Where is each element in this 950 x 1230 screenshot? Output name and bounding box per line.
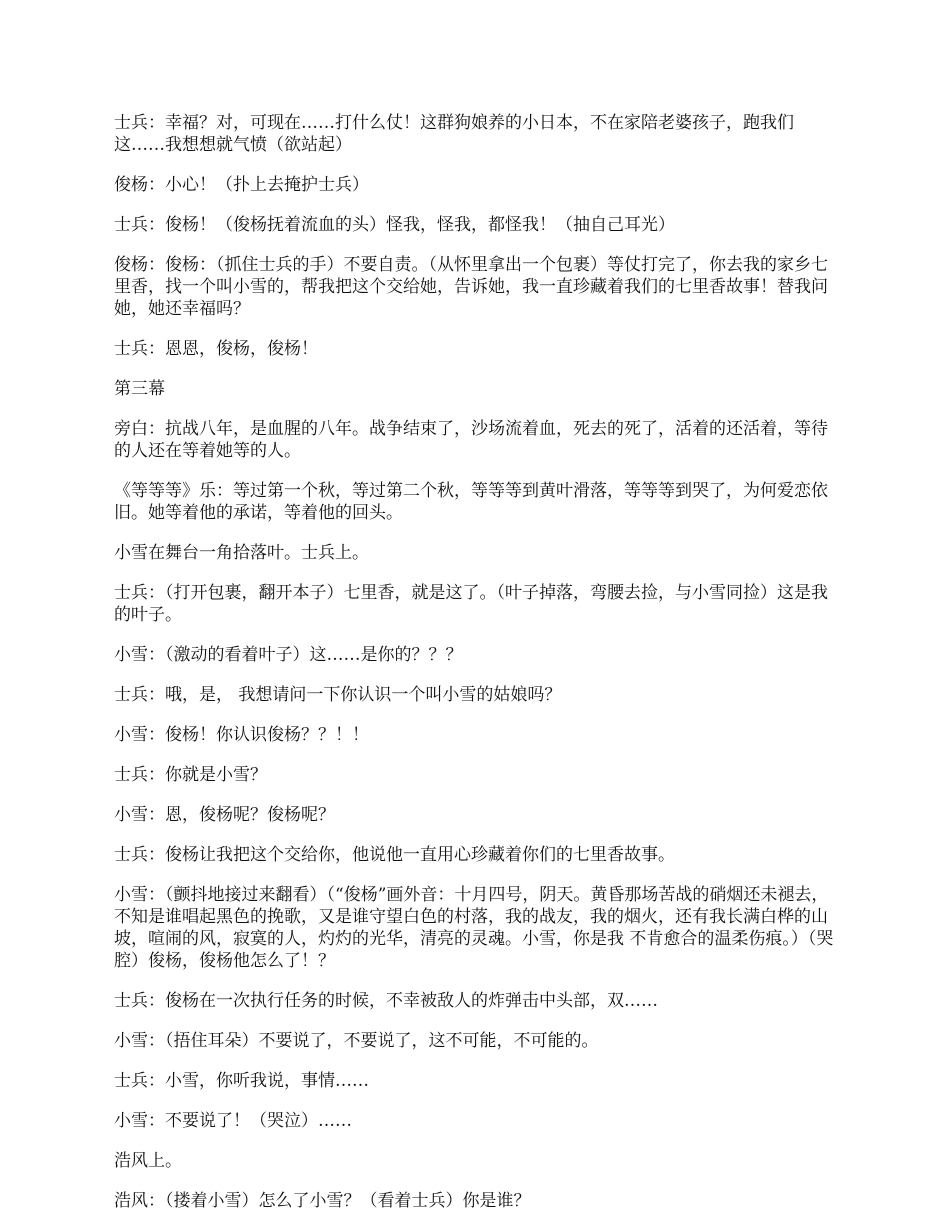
dialogue-paragraph: 小雪：俊杨！你认识俊杨？？！！ bbox=[114, 725, 369, 745]
dialogue-paragraph: 小雪：（激动的看着叶子）这……是你的？？？ bbox=[114, 645, 463, 665]
dialogue-paragraph: 俊杨：俊杨：（抓住士兵的手）不要自责。（从怀里拿出一个包裹）等仗打完了，你去我的家乡七里香，找一个叫小雪的，帮我把这个交给她，告诉她，我一直珍藏着我们的七里香故事！替我问她，她还幸福吗？ bbox=[114, 255, 828, 319]
song-paragraph: 《等等等》乐：等过第一个秋，等过第二个秋，等等等到黄叶滑落，等等等到哭了，为何爱恋依旧。她等着他的承诺，等着他的回头。 bbox=[114, 481, 828, 523]
stage-direction: 小雪在舞台一角拾落叶。士兵上。 bbox=[114, 543, 369, 563]
dialogue-paragraph: 小雪：（捂住耳朵）不要说了，不要说了，这不可能，不可能的。 bbox=[114, 1031, 599, 1051]
dialogue-paragraph: 小雪：不要说了！（哭泣）…… bbox=[114, 1111, 352, 1131]
dialogue-paragraph: 士兵：你就是小雪？ bbox=[114, 765, 267, 785]
narration-paragraph: 旁白：抗战八年，是血腥的八年。战争结束了，沙场流着血，死去的死了，活着的还活着，等待的人还在等着她等的人。 bbox=[114, 419, 828, 461]
dialogue-paragraph: 士兵：（打开包裹，翻开本子）七里香，就是这了。（叶子掉落，弯腰去捡，与小雪同捡）这是我的叶子。 bbox=[114, 583, 828, 625]
dialogue-paragraph: 士兵：俊杨让我把这个交给你，他说他一直用心珍藏着你们的七里香故事。 bbox=[114, 845, 675, 865]
script-text bbox=[114, 112, 838, 1230]
dialogue-paragraph: 小雪：恩，俊杨呢？俊杨呢？ bbox=[114, 805, 335, 825]
dialogue-paragraph: 士兵：俊杨在一次执行任务的时候，不幸被敌人的炸弹击中头部，双…… bbox=[114, 991, 658, 1011]
stage-direction: 浩风上。 bbox=[114, 1151, 182, 1171]
dialogue-paragraph: 俊杨：小心！（扑上去掩护士兵） bbox=[114, 175, 369, 195]
dialogue-paragraph: 士兵：幸福？对，可现在……打什么仗！这群狗娘养的小日本，不在家陪老婆孩子，跑我们这……我想想就气愤（欲站起） bbox=[114, 113, 794, 155]
dialogue-paragraph: 小雪：（颤抖地接过来翻看）（“俊杨”画外音：十月四号，阴天。黄昏那场苦战的硝烟还未褪去，不知是谁唱起黑色的挽歌，又是谁守望白色的村落，我的战友，我的烟火，还有我长满白桦的山坡，喧闹的风，寂寞的人，灼灼的光华，清亮的灵魂。小雪，你是我 不肯愈合的温柔伤痕。）（哭腔）俊杨，俊杨他怎么了！？ bbox=[114, 885, 834, 971]
dialogue-paragraph: 士兵：小雪，你听我说，事情…… bbox=[114, 1071, 369, 1091]
dialogue-paragraph: 士兵：俊杨！（俊杨抚着流血的头）怪我，怪我，都怪我！（抽自己耳光） bbox=[114, 215, 675, 235]
dialogue-paragraph: 士兵：哦，是， 我想请问一下你认识一个叫小雪的姑娘吗？ bbox=[114, 685, 562, 705]
dialogue-paragraph: 浩风：（搂着小雪）怎么了小雪？（看着士兵）你是谁？ bbox=[114, 1191, 531, 1211]
dialogue-paragraph: 士兵：恩恩，俊杨，俊杨！ bbox=[114, 339, 318, 359]
act-heading: 第三幕 bbox=[114, 379, 165, 399]
